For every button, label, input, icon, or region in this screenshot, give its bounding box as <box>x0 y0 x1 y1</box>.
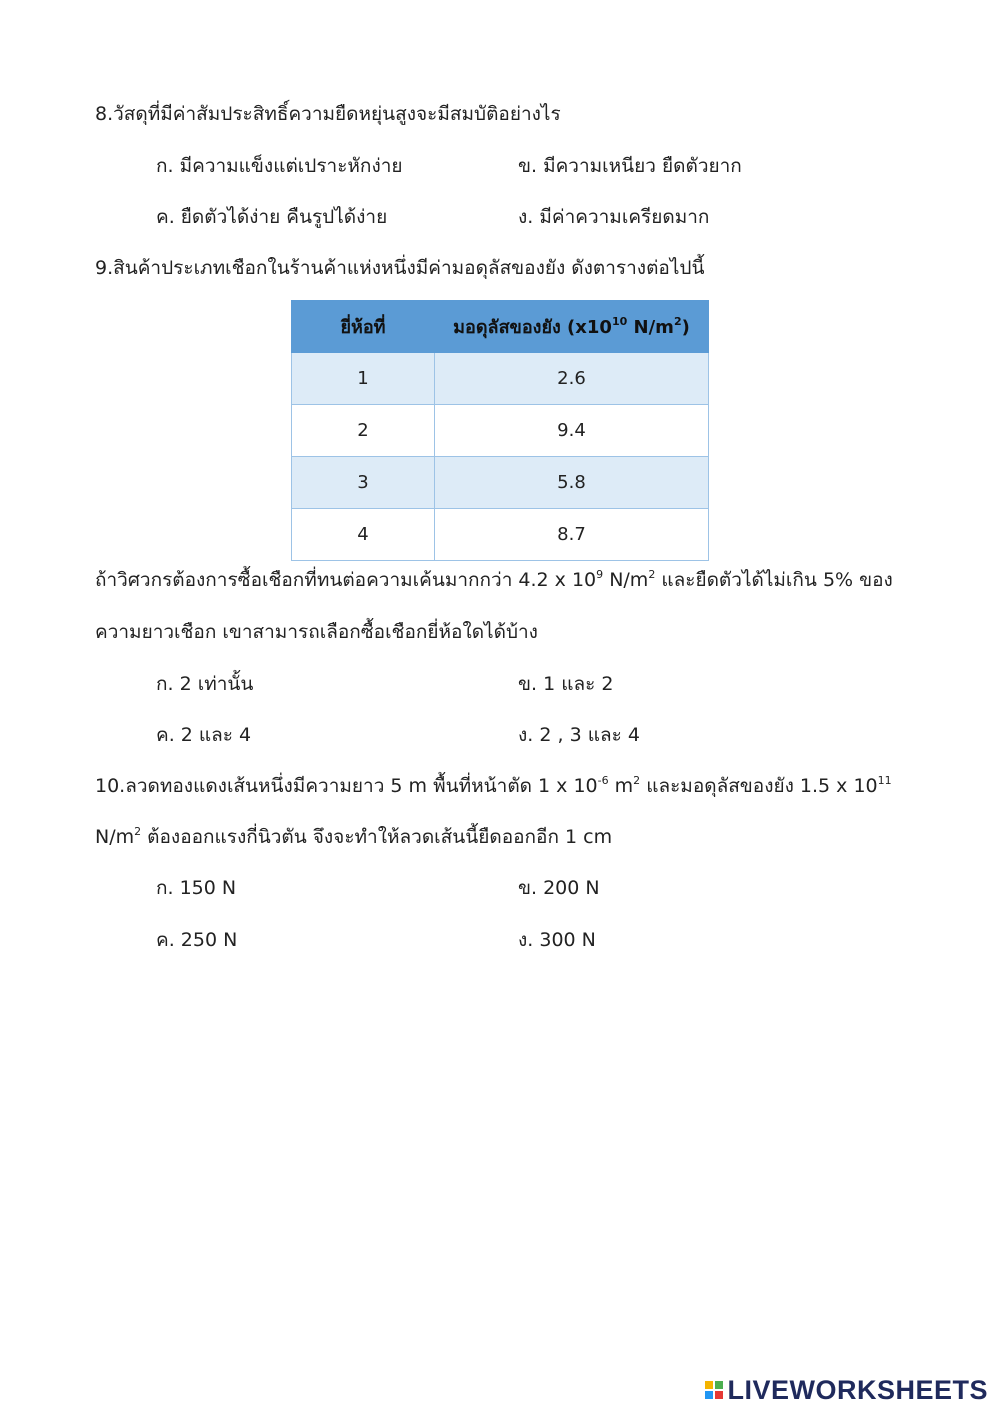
q10-question-line1: 10.ลวดทองแดงเส้นหนึ่งมีความยาว 5 m พื้นที่หน้าตัด 1 x $10^{-6}$ $m^2$ และมอดุลัสของยัง 1.5 x $10^{11}$ <box>95 774 892 797</box>
modulus-cell: 9.4 <box>435 405 709 457</box>
q9-choice-d[interactable]: ง. 2 , 3 และ 4 <box>518 724 640 746</box>
q9-choice-a[interactable]: ก. 2 เท่านั้น <box>156 673 254 695</box>
table-row <box>292 353 709 405</box>
q8-choice-c[interactable]: ค. ยืดตัวได้ง่าย คืนรูปได้ง่าย <box>156 206 388 228</box>
brand-cell: 1 <box>292 353 435 405</box>
table-header-modulus: มอดุลัสของยัง ($x10^{10}$ $N/m^2$) <box>435 301 709 353</box>
q9-condition-line2: ความยาวเชือก เขาสามารถเลือกซื้อเชือกยี่ห้อใดได้บ้าง <box>95 621 538 643</box>
modulus-cell: 8.7 <box>435 509 709 561</box>
q9-condition-line1: ถ้าวิศวกรต้องการซื้อเชือกที่ทนต่อความเค้นมากกว่า 4.2 x $10^9$ $N/m^2$ และยืดตัวได้ไม่เกิน 5% ของ <box>95 568 893 591</box>
q9-choice-c[interactable]: ค. 2 และ 4 <box>156 724 252 746</box>
youngs-modulus-table <box>291 300 709 561</box>
q8-choice-b[interactable]: ข. มีความเหนียว ยืดตัวยาก <box>518 155 742 177</box>
q9-question: 9.สินค้าประเภทเชือกในร้านค้าแห่งหนึ่งมีค่ามอดุลัสของยัง ดังตารางต่อไปนี้ <box>95 257 705 279</box>
table-header-brand: ยี่ห้อที่ <box>292 301 435 353</box>
q8-question: 8.วัสดุที่มีค่าสัมประสิทธิ์ความยืดหยุ่นสูงจะมีสมบัติอย่างไร <box>95 103 561 125</box>
table-row <box>292 457 709 509</box>
q10-choice-a[interactable]: ก. 150 N <box>156 877 237 899</box>
modulus-cell: 2.6 <box>435 353 709 405</box>
logo-squares-icon <box>705 1381 723 1399</box>
q10-choice-d[interactable]: ง. 300 N <box>518 929 596 951</box>
q8-choice-a[interactable]: ก. มีความแข็งแต่เปราะหักง่าย <box>156 155 403 177</box>
modulus-cell: 5.8 <box>435 457 709 509</box>
q8-choice-d[interactable]: ง. มีค่าความเครียดมาก <box>518 206 710 228</box>
q10-choice-c[interactable]: ค. 250 N <box>156 929 238 951</box>
logo-text: LIVEWORKSHEETS <box>727 1374 988 1405</box>
brand-cell: 2 <box>292 405 435 457</box>
liveworksheets-logo <box>705 1374 988 1406</box>
brand-cell: 3 <box>292 457 435 509</box>
q10-question-line2: $N/m^2$ ต้องออกแรงกี่นิวตัน จึงจะทำให้ลวดเส้นนี้ยืดออกอีก 1 cm <box>95 825 613 848</box>
brand-cell: 4 <box>292 509 435 561</box>
q9-choice-b[interactable]: ข. 1 และ 2 <box>518 673 614 695</box>
table-row <box>292 509 709 561</box>
q10-choice-b[interactable]: ข. 200 N <box>518 877 600 899</box>
table-row <box>292 405 709 457</box>
